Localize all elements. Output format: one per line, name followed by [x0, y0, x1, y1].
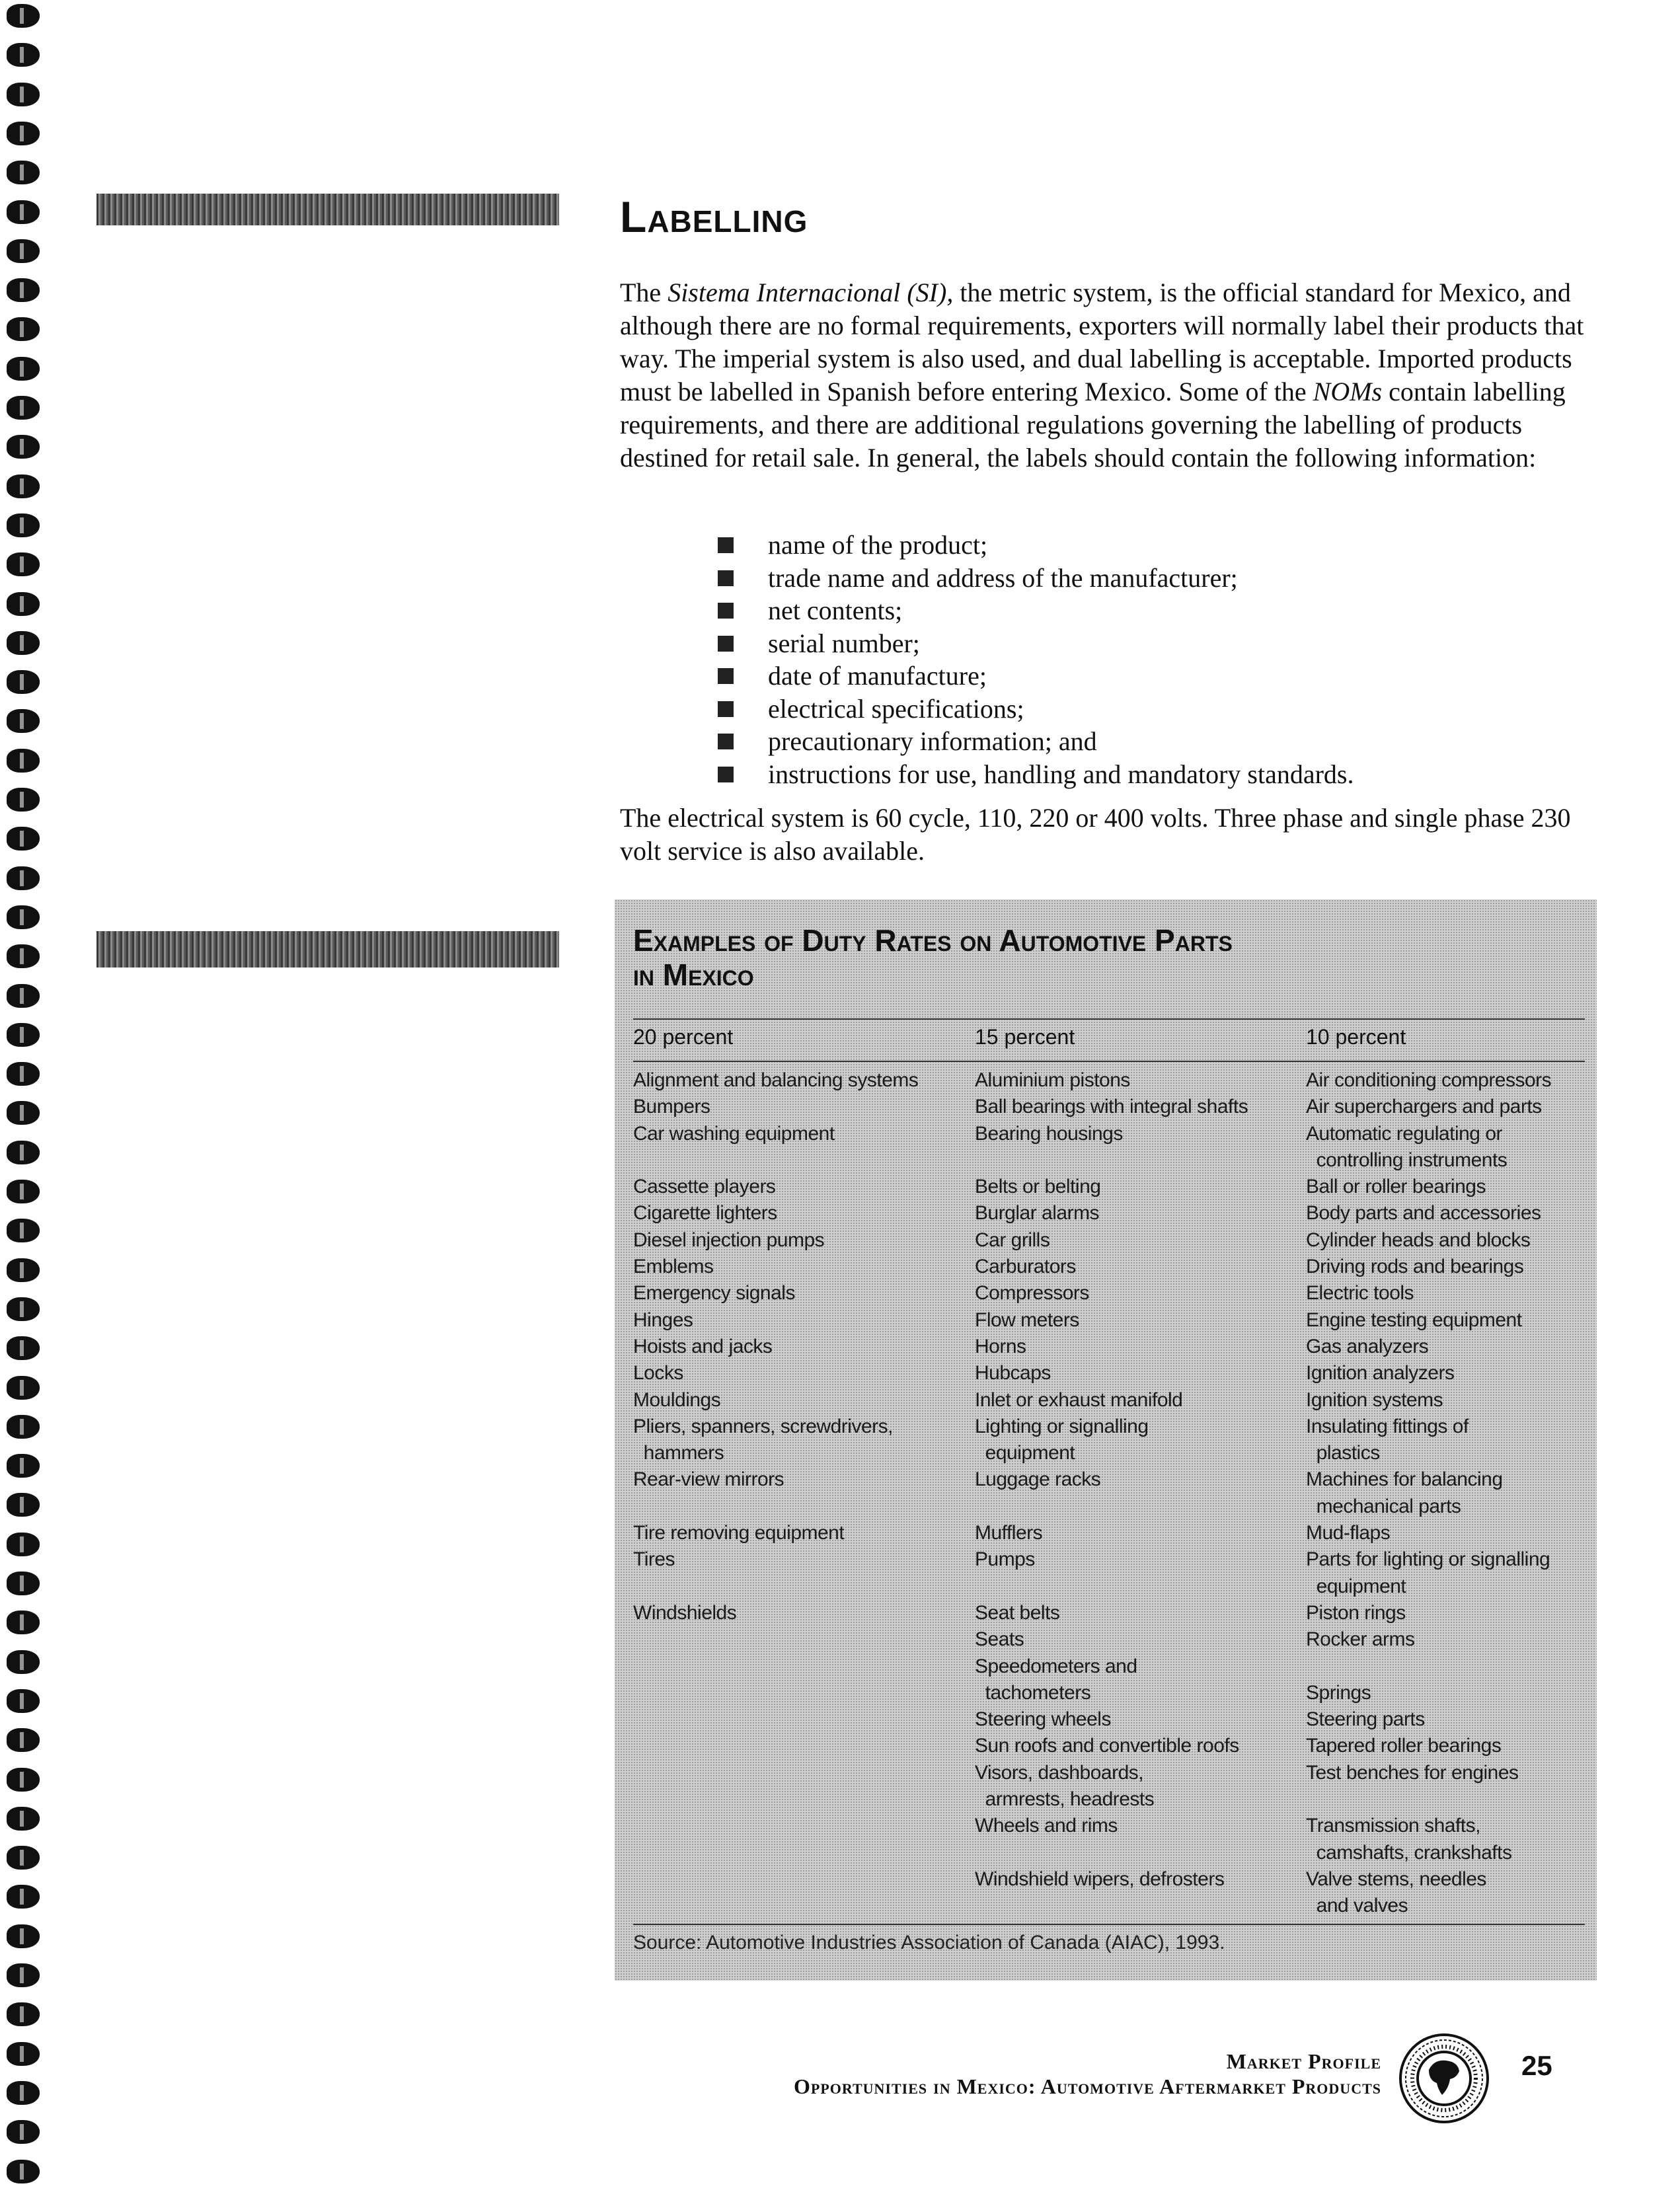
- binding-hole: [7, 1062, 40, 1086]
- table-cell: Steering parts: [1306, 1708, 1425, 1731]
- binding-hole: [7, 1493, 40, 1517]
- binding-hole: [7, 43, 40, 67]
- binding-hole: [7, 357, 40, 381]
- table-rule: [633, 1018, 1585, 1020]
- table-rule: [633, 1924, 1585, 1925]
- binding-hole: [7, 866, 40, 890]
- table-cell: Speedometers and: [975, 1655, 1137, 1677]
- table-cell: Hoists and jacks: [633, 1335, 773, 1357]
- table-source: Source: Automotive Industries Association of Canada (AIAC), 1993.: [633, 1932, 1225, 1953]
- table-cell: Hubcaps: [975, 1362, 1051, 1384]
- table-cell: camshafts, crankshafts: [1306, 1841, 1512, 1864]
- binding-hole: [7, 1650, 40, 1674]
- table-cell: Ball or roller bearings: [1306, 1176, 1486, 1198]
- table-cell: [633, 1574, 918, 1600]
- column-20-percent: [633, 1067, 918, 1626]
- table-cell: Cigarette lighters: [633, 1202, 777, 1225]
- table-cell: Rear-view mirrors: [633, 1468, 784, 1491]
- table-cell: Piston rings: [1306, 1601, 1406, 1624]
- binding-hole: [7, 2081, 40, 2105]
- list-item: [718, 660, 1577, 693]
- binding-hole: [7, 1415, 40, 1439]
- north-america-seal-icon: [1394, 2029, 1494, 2128]
- intro-italic-term: NOMs: [1313, 377, 1383, 406]
- table-cell: Bumpers: [633, 1096, 710, 1118]
- list-item-text: trade name and address of the manufacturer;: [768, 562, 1238, 593]
- table-rule: [633, 1061, 1585, 1062]
- table-cell: Ignition analyzers: [1306, 1362, 1455, 1384]
- intro-text: the metric system, is the official standard for Mexico, and although there are no formal requirements, exporters will normally label their products that way. The imperial system is also used, and dual labelling is acceptable. Imported products must be labelled in Spanish before entering Mexico. Some of the: [620, 278, 1584, 406]
- binding-hole: [7, 239, 40, 263]
- table-cell: Tires: [633, 1548, 675, 1571]
- table-cell: Wheels and rims: [975, 1815, 1118, 1837]
- list-item: [718, 627, 1577, 660]
- table-cell: equipment: [975, 1442, 1075, 1464]
- binding-hole: [7, 905, 40, 929]
- table-cell: Body parts and accessories: [1306, 1202, 1541, 1225]
- binding-hole: [7, 1572, 40, 1595]
- table-cell: Valve stems, needles: [1306, 1868, 1486, 1890]
- binding-hole: [7, 984, 40, 1008]
- table-cell: Lighting or signalling: [975, 1415, 1149, 1437]
- intro-text: contain labelling requirements, and there are additional regulations governing the labelling of products destined for retail sale. In general, the labels should contain the following information:: [620, 377, 1566, 473]
- binding-hole: [7, 513, 40, 537]
- table-cell: Pliers, spanners, screwdrivers,: [633, 1415, 893, 1437]
- bullet-square-icon: [718, 537, 734, 553]
- page-number: 25: [1521, 2050, 1552, 2081]
- table-cell: Air superchargers and parts: [1306, 1096, 1542, 1118]
- column-header: 15 percent: [975, 1025, 1075, 1049]
- binding-hole: [7, 474, 40, 498]
- binding-hole: [7, 1533, 40, 1556]
- binding-hole: [7, 1846, 40, 1870]
- column-header: 20 percent: [633, 1025, 734, 1049]
- table-cell: Hinges: [633, 1309, 693, 1331]
- list-item-text: electrical specifications;: [768, 693, 1024, 724]
- table-cell: Air conditioning compressors: [1306, 1069, 1552, 1091]
- binding-hole: [7, 709, 40, 733]
- table-cell: Insulating fittings of: [1306, 1415, 1469, 1437]
- binding-hole: [7, 2160, 40, 2183]
- bullet-square-icon: [718, 734, 734, 749]
- binding-hole: [7, 552, 40, 576]
- binding-hole: [7, 1963, 40, 1987]
- binding-hole: [7, 1728, 40, 1752]
- list-item: [718, 529, 1577, 562]
- footer-market-profile: Market Profile: [1226, 2049, 1381, 2073]
- binding-hole: [7, 161, 40, 184]
- binding-hole: [7, 749, 40, 773]
- electrical-paragraph: The electrical system is 60 cycle, 110, 220 or 400 volts. Three phase and single phase 230 volt service is also available.: [620, 803, 1571, 866]
- table-cell: Cylinder heads and blocks: [1306, 1229, 1531, 1251]
- table-cell: Ball bearings with integral shafts: [975, 1096, 1248, 1118]
- binding-hole: [7, 435, 40, 459]
- binding-hole: [7, 278, 40, 302]
- list-item-text: name of the product;: [768, 530, 988, 560]
- table-cell: Emblems: [633, 1256, 714, 1278]
- bullet-square-icon: [718, 701, 734, 717]
- binding-hole: [7, 1336, 40, 1360]
- table-cell: Gas analyzers: [1306, 1335, 1429, 1357]
- label-requirements-list: [718, 529, 1577, 790]
- table-cell: Emergency signals: [633, 1282, 795, 1305]
- bullet-square-icon: [718, 668, 734, 684]
- table-cell: Burglar alarms: [975, 1202, 1100, 1225]
- intro-paragraph: [620, 276, 1598, 474]
- table-cell: Diesel injection pumps: [633, 1229, 825, 1251]
- table-cell: Windshield wipers, defrosters: [975, 1868, 1225, 1890]
- list-item: [718, 594, 1577, 627]
- table-cell: Cassette players: [633, 1176, 776, 1198]
- table-cell: Horns: [975, 1335, 1026, 1357]
- table-cell: Windshields: [633, 1601, 737, 1624]
- table-cell: Mufflers: [975, 1522, 1043, 1544]
- table-cell: Parts for lighting or signalling: [1306, 1548, 1550, 1571]
- table-cell: Tapered roller bearings: [1306, 1735, 1502, 1757]
- table-cell: Machines for balancing: [1306, 1468, 1503, 1491]
- table-cell: [633, 1147, 918, 1174]
- table-cell: equipment: [1306, 1575, 1406, 1597]
- column-15-percent: [975, 1067, 1248, 1893]
- binding-hole: [7, 1180, 40, 1203]
- table-cell: armrests, headrests: [975, 1788, 1155, 1811]
- binding-hole: [7, 1689, 40, 1713]
- table-cell: Bearing housings: [975, 1122, 1123, 1145]
- table-cell: and valves: [1306, 1895, 1408, 1917]
- binding-hole: [7, 2002, 40, 2026]
- table-cell: Engine testing equipment: [1306, 1309, 1522, 1331]
- table-cell: [1306, 1786, 1551, 1813]
- binding-hole: [7, 396, 40, 420]
- table-cell: Car washing equipment: [633, 1122, 835, 1145]
- binding-hole: [7, 1611, 40, 1634]
- table-cell: controlling instruments: [1306, 1149, 1508, 1171]
- binding-hole: [7, 1807, 40, 1831]
- table-cell: Luggage racks: [975, 1468, 1101, 1491]
- column-header: 10 percent: [1306, 1025, 1406, 1049]
- table-cell: Electric tools: [1306, 1282, 1414, 1305]
- table-cell: Car grills: [975, 1229, 1050, 1251]
- binding-hole: [7, 1768, 40, 1792]
- intro-text: The: [620, 278, 668, 307]
- binding-hole: [7, 2120, 40, 2144]
- table-cell: Transmission shafts,: [1306, 1815, 1480, 1837]
- list-item: [718, 725, 1577, 758]
- binding-hole: [7, 2042, 40, 2066]
- table-marker-bar: [96, 931, 559, 967]
- table-cell: [975, 1147, 1248, 1174]
- list-item-text: precautionary information; and: [768, 726, 1097, 756]
- table-cell: Belts or belting: [975, 1176, 1101, 1198]
- binding-hole: [7, 827, 40, 851]
- table-cell: Aluminium pistons: [975, 1069, 1130, 1091]
- table-cell: [633, 1494, 918, 1520]
- table-cell: Mud-flaps: [1306, 1522, 1391, 1544]
- binding-hole: [7, 1376, 40, 1400]
- table-cell: Flow meters: [975, 1309, 1079, 1331]
- table-cell: Alignment and balancing systems: [633, 1069, 919, 1091]
- table-title: [633, 923, 1233, 992]
- section-heading: Labelling: [620, 192, 808, 241]
- table-title-line: in Mexico: [633, 958, 754, 992]
- table-cell: Locks: [633, 1362, 683, 1384]
- spiral-binding: [0, 0, 50, 2200]
- binding-hole: [7, 317, 40, 341]
- binding-hole: [7, 1219, 40, 1242]
- table-cell: Mouldings: [633, 1388, 721, 1411]
- binding-hole: [7, 4, 40, 28]
- binding-hole: [7, 1101, 40, 1125]
- list-item: [718, 562, 1577, 595]
- table-cell: mechanical parts: [1306, 1495, 1461, 1517]
- binding-hole: [7, 1258, 40, 1282]
- section-marker-bar: [96, 194, 559, 225]
- duty-rates-table: [615, 899, 1597, 1981]
- table-cell: Automatic regulating or: [1306, 1122, 1502, 1145]
- bullet-square-icon: [718, 636, 734, 652]
- table-cell: Driving rods and bearings: [1306, 1256, 1524, 1278]
- bullet-square-icon: [718, 767, 734, 782]
- table-cell: tachometers: [975, 1681, 1091, 1704]
- list-item-text: date of manufacture;: [768, 661, 987, 691]
- table-cell: hammers: [633, 1442, 724, 1464]
- binding-hole: [7, 631, 40, 655]
- table-cell: Test benches for engines: [1306, 1761, 1519, 1784]
- table-cell: Ignition systems: [1306, 1388, 1443, 1411]
- binding-hole: [7, 1297, 40, 1321]
- table-cell: Seat belts: [975, 1601, 1060, 1624]
- binding-hole: [7, 122, 40, 145]
- table-cell: [975, 1574, 1248, 1600]
- table-cell: [975, 1840, 1248, 1866]
- table-cell: Tire removing equipment: [633, 1522, 845, 1544]
- table-cell: plastics: [1306, 1442, 1380, 1464]
- table-cell: [975, 1494, 1248, 1520]
- bullet-square-icon: [718, 570, 734, 586]
- table-cell: Pumps: [975, 1548, 1035, 1571]
- table-title-line: Examples of Duty Rates on Automotive Parts: [633, 923, 1233, 958]
- list-item-text: serial number;: [768, 628, 920, 658]
- binding-hole: [7, 592, 40, 616]
- list-item-text: instructions for use, handling and mandatory standards.: [768, 759, 1354, 789]
- binding-hole: [7, 1454, 40, 1478]
- table-cell: Visors, dashboards,: [975, 1761, 1144, 1784]
- binding-hole: [7, 1924, 40, 1948]
- list-item: [718, 693, 1577, 726]
- binding-hole: [7, 944, 40, 968]
- list-item-text: net contents;: [768, 595, 903, 625]
- binding-hole: [7, 1023, 40, 1047]
- column-10-percent: [1306, 1067, 1551, 1920]
- binding-hole: [7, 1141, 40, 1164]
- footer-publication-title: Opportunities in Mexico: Automotive Aftermarket Products: [793, 2074, 1381, 2098]
- binding-hole: [7, 1885, 40, 1909]
- binding-hole: [7, 788, 40, 812]
- binding-hole: [7, 200, 40, 224]
- bullet-square-icon: [718, 603, 734, 619]
- table-cell: [1306, 1653, 1551, 1680]
- intro-italic-term: Sistema Internacional (SI),: [668, 278, 954, 307]
- table-cell: Carburators: [975, 1256, 1076, 1278]
- table-cell: Compressors: [975, 1282, 1089, 1305]
- binding-hole: [7, 670, 40, 694]
- list-item: [718, 758, 1577, 791]
- table-cell: Sun roofs and convertible roofs: [975, 1735, 1239, 1757]
- binding-hole: [7, 83, 40, 106]
- table-cell: Springs: [1306, 1681, 1371, 1704]
- table-cell: Rocker arms: [1306, 1628, 1415, 1651]
- table-cell: Seats: [975, 1628, 1024, 1651]
- table-cell: Inlet or exhaust manifold: [975, 1388, 1183, 1411]
- table-cell: Steering wheels: [975, 1708, 1111, 1731]
